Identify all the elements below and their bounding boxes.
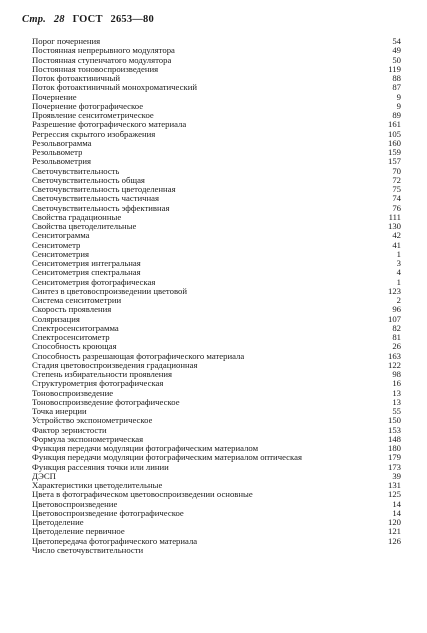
index-page-number: 81 [392,332,401,342]
page-number: 28 [53,14,65,25]
index-entry [32,361,401,370]
index-page-number: 153 [387,424,401,435]
index-term: Цветовоспроизведение [32,499,118,509]
index-term: Спектросенситометр [32,333,110,342]
index-page-number: 3 [396,258,401,268]
index-term: Синтез в цветовоспроизведении цветовой [32,286,187,296]
index-entry [32,398,401,407]
index-entry [32,46,401,55]
index-page-number: 9 [396,100,401,111]
index-entry [32,370,401,379]
page-label: Стр. [22,14,46,25]
index-term: Сенситограмма [32,231,90,241]
index-entry [32,500,401,509]
index-term: Степень избирательности проявления [32,370,173,379]
standard-name: ГОСТ [72,14,103,25]
index-page-number: 161 [387,119,401,130]
index-entry [32,453,401,462]
index-page-number: 163 [387,350,401,361]
index-page-number: 26 [392,341,401,352]
index-term: Функция передачи модуляции фотографическим материалом оптическая [32,453,302,463]
index-term: Цветоделение первичное [32,527,125,537]
index-term: Формула экспонометрическая [32,434,144,444]
index-term: Почернение [32,92,77,102]
index-page-number: 75 [392,184,401,194]
index-term: Тоновоспроизведение фотографическое [32,397,180,407]
index-entry [32,83,401,92]
index-entry [32,93,401,102]
index-entry [32,111,401,120]
index-page-number: 125 [387,489,401,500]
index-term: Постоянная тоновоспроизведения [32,64,159,74]
index-page-number: 49 [392,45,401,56]
index-page-number: 157 [387,156,401,167]
index-page-number: 121 [387,526,401,537]
index-term: Стадия цветовоспроизведения градационная [32,360,198,370]
index-page-number: 13 [392,387,401,398]
index-term: Поток фотоактиничный монохроматический [32,83,198,93]
index-entry [32,389,401,398]
index-entry [32,537,401,546]
index-page-number: 76 [392,202,401,213]
index-term: Фактор зернистости [32,425,107,435]
index-page-number: 13 [392,396,401,407]
index-entry [32,241,401,250]
index-term: Постоянная непрерывного модулятора [32,46,175,56]
index-entry [32,102,401,111]
index-term: Резольвометрия [32,157,92,167]
index-entry [32,527,401,536]
index-term: Точка инерции [32,407,87,416]
index-entry [32,342,401,351]
index-term: Поток фотоактиничный [32,74,121,83]
index-page-number: 74 [392,193,401,204]
index-page-number: 179 [387,452,401,463]
index-entry [32,435,401,444]
index-page-number: 130 [387,221,401,231]
index-term: Регрессия скрытого изображения [32,129,156,139]
index-entry [32,463,401,472]
index-page-number: 14 [392,507,401,518]
index-entry [32,324,401,333]
index-entry [32,352,401,361]
index-term: Резольвограмма [32,138,92,148]
index-page-number: 9 [396,91,401,102]
index-term: Функция передачи модуляции фотографическим материалом [32,444,259,453]
index-page-number: 39 [392,470,401,481]
index-entry [32,296,401,305]
index-page-number: 50 [392,54,401,65]
index-page-number: 42 [392,230,401,241]
index-entry [32,287,401,296]
index-term: Проявление сенситометрическое [32,111,154,120]
index-page-number: 160 [387,137,401,148]
index-term: Светочувствительность [32,166,120,176]
index-entry [32,268,401,277]
index-page-number: 16 [392,378,401,389]
index-page-number: 131 [387,480,401,490]
index-entry [32,130,401,139]
index-entry [32,176,401,185]
index-page-number: 123 [387,285,401,296]
index-entry [32,185,401,194]
index-page-number: 89 [392,110,401,120]
index-page-number: 41 [392,239,401,250]
index-term: Свойства градационные [32,212,122,222]
index-entry [32,120,401,129]
index-entry [32,204,401,213]
index-term: Способность разрешающая фотографического материала [32,351,245,361]
index-page-number: 126 [387,535,401,546]
index-entry [32,416,401,425]
index-entry [32,65,401,74]
index-page-number: 96 [392,304,401,315]
index-entry [32,231,401,240]
index-term: Светочувствительность частичная [32,194,160,204]
index-term: Функция рассеяния точки или линии [32,462,169,472]
index-entry [32,490,401,499]
index-term: Способность кроющая [32,342,117,352]
index-entry [32,379,401,388]
index-entry [32,37,401,46]
index-page-number: 98 [392,369,401,379]
index-term: Устройство экспонометрическое [32,416,153,426]
index-page-number: 159 [387,147,401,157]
index-term: Цветовоспроизведение фотографическое [32,508,184,518]
index-entry [32,148,401,157]
index-entry [32,74,401,83]
index-entry [32,305,401,314]
index-term: Сенситометрия спектральная [32,268,141,278]
index-entry [32,194,401,203]
index-page-number: 122 [387,359,401,370]
index-entry [32,222,401,231]
index-page-number: 54 [392,36,401,46]
index-term: Цвета в фотографическом цветовоспроизведении основные [32,490,253,500]
index-entry [32,213,401,222]
index-term: Светочувствительность эффективная [32,203,170,213]
index-page-number: 173 [387,461,401,472]
index-term: Скорость проявления [32,305,112,315]
index-page-number: 72 [392,174,401,185]
index-page-number: 1 [396,248,401,259]
index-page-number: 87 [392,82,401,93]
index-page-number: 4 [396,267,401,278]
term-index-list [32,37,401,555]
index-term: Характеристики цветоделительные [32,481,163,490]
index-entry [32,56,401,65]
index-term: Соляризация [32,314,80,324]
index-term: Постоянная ступенчатого модулятора [32,55,172,65]
index-page-number: 148 [387,433,401,444]
standard-number: 2653—80 [110,14,154,25]
index-page-number: 180 [387,443,401,453]
index-page-number: 1 [396,276,401,287]
index-term: Порог почернения [32,37,101,46]
index-entry [32,509,401,518]
index-term: Сенситометрия [32,249,90,259]
index-term: Разрешение фотографического материала [32,120,187,130]
index-entry [32,139,401,148]
index-term: Спектросенситограмма [32,323,119,333]
index-term: Сенситометр [32,240,81,250]
index-page-number: 150 [387,415,401,426]
index-entry [32,518,401,527]
index-page-number: 70 [392,165,401,176]
index-entry [32,259,401,268]
index-term: Сенситометрия фотографическая [32,277,156,287]
index-page-number: 119 [388,63,401,74]
index-entry [32,250,401,259]
index-term: ДЭСП [32,471,56,481]
index-page-number: 82 [392,322,401,333]
index-entry [32,315,401,324]
index-entry [32,333,401,342]
index-entry [32,278,401,287]
index-entry [32,426,401,435]
index-page-number: 111 [388,211,401,222]
index-page-number: 107 [387,313,401,324]
index-term: Сенситометрия интегральная [32,259,141,268]
index-entry [32,472,401,481]
index-entry [32,444,401,453]
index-page-number: 14 [392,498,401,509]
index-entry [32,481,401,490]
index-entry [32,157,401,166]
page-header [22,14,159,25]
index-term: Структурометрия фотографическая [32,379,164,389]
index-term: Почернение фотографическое [32,101,144,111]
index-term: Цветоделение [32,518,84,527]
index-page-number: 88 [392,73,401,83]
index-page-number: 120 [387,517,401,527]
index-term: Цветопередача фотографического материала [32,536,198,546]
index-page-number: 55 [392,406,401,416]
index-term: Число светочувствительности [32,545,144,555]
index-entry [32,546,401,555]
index-entry [32,167,401,176]
index-term: Резольвометр [32,148,83,157]
index-term: Свойства цветоделительные [32,222,137,231]
index-page-number: 2 [396,295,401,305]
index-term: Светочувствительность цветоделенная [32,185,176,194]
index-term: Система сенситометрии [32,296,122,305]
index-term: Светочувствительность общая [32,175,145,185]
index-term: Тоновоспроизведение [32,388,114,398]
index-entry [32,407,401,416]
index-page-number: 105 [387,128,401,139]
